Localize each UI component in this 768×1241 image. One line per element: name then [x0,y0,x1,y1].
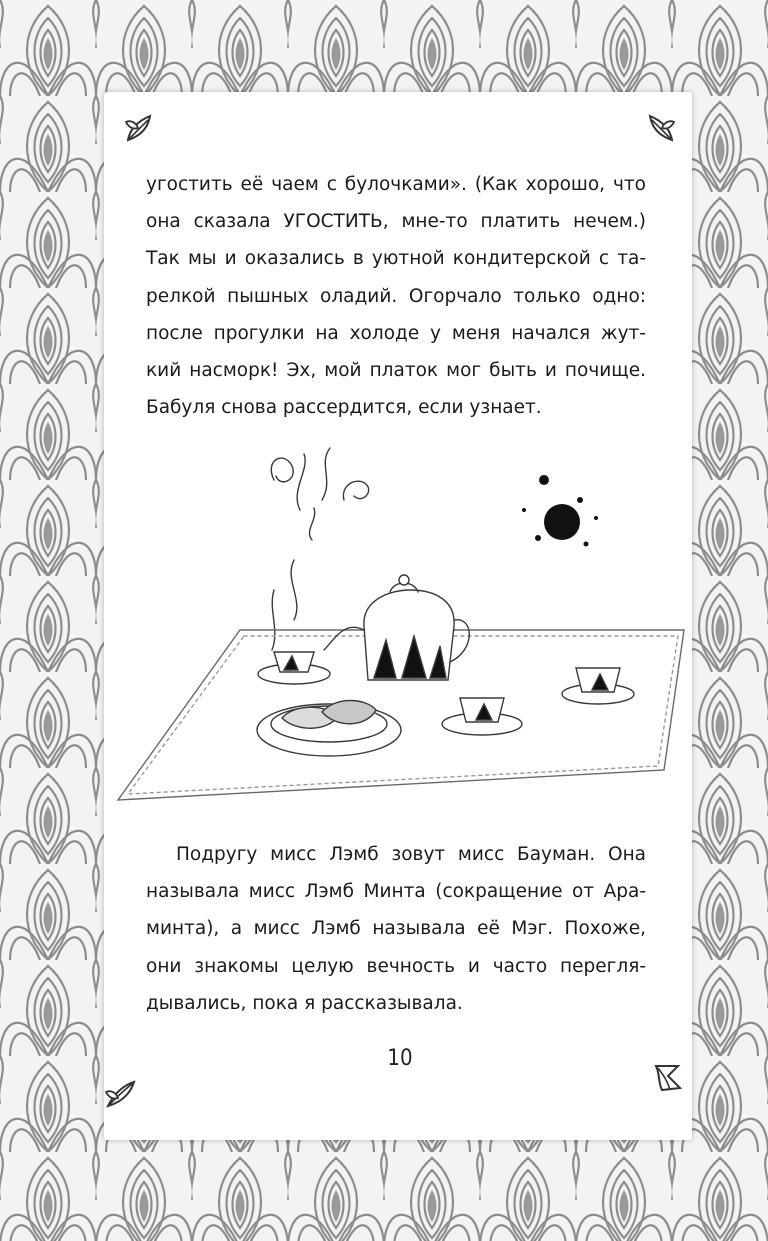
text-line: Подругу мисс Лэмб зовут мисс Бауман. Она [176,844,646,865]
leaf-sprig-icon [640,108,680,148]
tea-party-illustration [104,440,692,820]
text-line: называла мисс Лэмб Минта (сокращение от Ара- [146,881,646,903]
text-line: она сказала УГОСТИТЬ, мне-то платить нечем.) [146,211,646,233]
leaf-sprig-icon [100,1072,140,1112]
text-line: минта), а мисс Лэмб называла её Мэг. Похоже, [146,918,646,940]
leaf-sprig-icon [648,1058,688,1098]
text-line: дывались, пока я рассказывала. [146,992,463,1014]
text-line: они знакомы целую вечность и часто перегля- [146,955,646,977]
text-line: кий насморк! Эх, мой платок мог быть и почище. [146,360,646,382]
text-line: Так мы и оказались в уютной кондитерской с та- [146,248,646,270]
text-line: релкой пышных оладий. Огорчало только одно: [146,285,646,307]
paragraph-2 [146,836,646,1022]
page-number: 10 [387,1046,413,1071]
text-line: угостить её чаем с булочками». (Как хорошо, что [146,174,646,195]
text-line: Бабуля снова рассердится, если узнает. [146,397,542,419]
leaf-sprig-icon [120,108,160,148]
paragraph-1 [146,166,646,426]
text-line: после прогулки на холоде у меня начался жут- [146,322,646,344]
